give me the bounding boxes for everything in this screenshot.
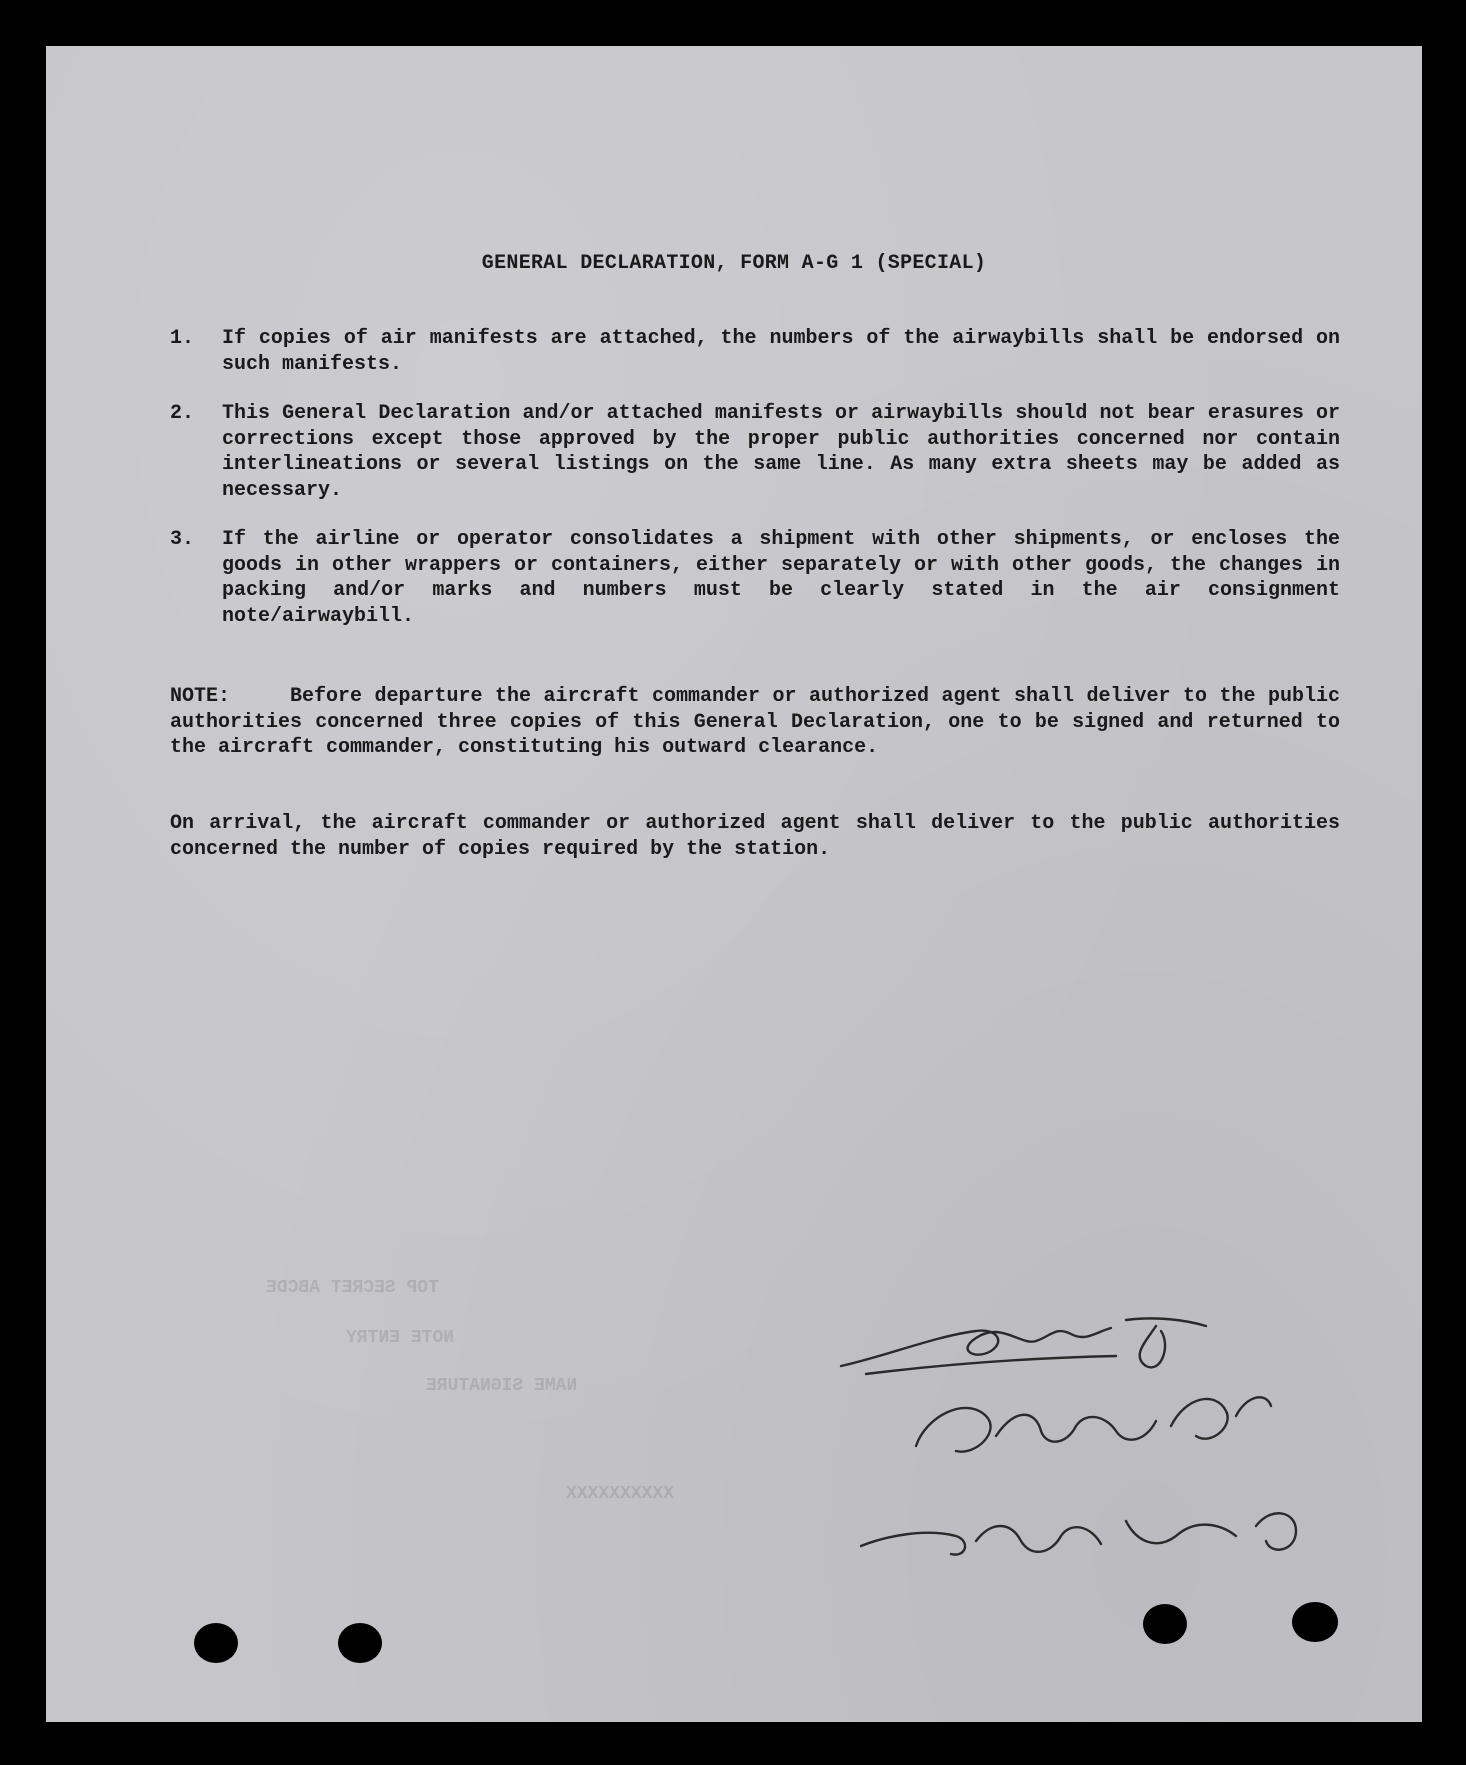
instruction-text: This General Declaration and/or attached manifests or airwaybills should not bear erasures or corrections except those approved by the proper public authorities concerned nor contain interlineations or several listings on the same line. As many extra sheets may be added as necessary.: [222, 402, 1340, 502]
instruction-item: [170, 527, 1340, 629]
instruction-text: If copies of air manifests are attached, the numbers of the airwaybills shall be endorsed on such manifests.: [222, 327, 1340, 376]
punch-hole: [1292, 1602, 1338, 1642]
instruction-number: 2.: [170, 402, 195, 425]
instruction-item: [170, 326, 1340, 377]
instruction-list: [170, 326, 1340, 653]
bleed-through-text: XXXXXXXXXX: [566, 1484, 675, 1504]
arrival-note: On arrival, the aircraft commander or authorized agent shall deliver to the public authorities concerned the number of copies required by the station.: [170, 812, 1340, 861]
note-text: Before departure the aircraft commander or authorized agent shall deliver to the public authorities concerned three copies of this General Declaration, one to be signed and returned to the aircraft commander, constituting his outward clearance.: [170, 685, 1340, 759]
bleed-through-text: NOTE ENTRY: [346, 1328, 455, 1348]
document-page: [46, 46, 1422, 1722]
signature-1: [841, 1318, 1206, 1374]
bleed-through-text: NAME SIGNATURE: [426, 1376, 578, 1396]
signature-3: [861, 1513, 1296, 1554]
instruction-item: [170, 401, 1340, 503]
punch-hole: [338, 1623, 382, 1663]
document-title: GENERAL DECLARATION, FORM A-G 1 (SPECIAL): [481, 252, 987, 275]
instruction-number: 1.: [170, 327, 195, 350]
note-label: NOTE:: [170, 685, 231, 708]
instruction-text: If the airline or operator consolidates a shipment with other shipments, or encloses the goods in other wrappers or containers, either separately or with other goods, the changes in packing and/or marks and numbers must be clearly stated in the air consignment note/airwaybill.: [222, 528, 1340, 628]
signature-block: [826, 1296, 1386, 1596]
signature-2: [916, 1397, 1271, 1451]
bleed-through-text: TOP SECRET ABCDE: [266, 1278, 439, 1298]
departure-note: [170, 684, 1340, 761]
instruction-number: 3.: [170, 528, 195, 551]
punch-hole: [1143, 1604, 1187, 1644]
punch-hole: [194, 1623, 238, 1663]
